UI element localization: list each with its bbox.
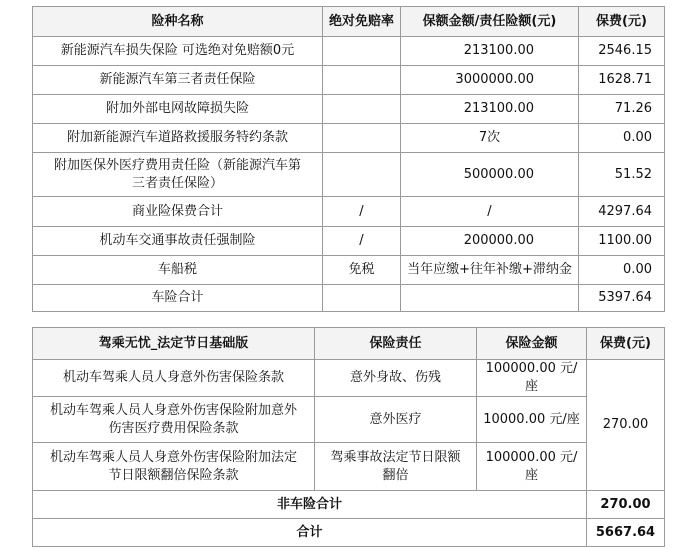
premium: 4297.64 <box>579 197 665 227</box>
insurance-name: 机动车交通事故责任强制险 <box>33 227 323 256</box>
header-amount: 保额金额/责任险额(元) <box>401 7 579 37</box>
header-product-name: 驾乘无忧_法定节日基础版 <box>33 328 315 360</box>
table-row <box>33 37 665 66</box>
table-header-row <box>33 7 665 37</box>
deductible <box>323 285 401 312</box>
table-row <box>33 285 665 312</box>
amount: / <box>401 197 579 227</box>
amount: 500000.00 <box>401 153 579 197</box>
clause-name <box>33 397 315 443</box>
clause-name-line: 机动车驾乘人员人身意外伤害保险附加意外 <box>49 402 297 418</box>
table-row <box>33 360 665 397</box>
premium: 0.00 <box>579 256 665 285</box>
premium: 1628.71 <box>579 66 665 95</box>
insurance-name: 新能源汽车第三者责任保险 <box>33 66 323 95</box>
subtotal-row <box>33 491 665 519</box>
total-value: 5667.64 <box>587 519 665 547</box>
clause-name-line: 伤害医疗费用保险条款 <box>108 420 239 436</box>
deductible <box>323 66 401 95</box>
amount: 100000.00 元/座 <box>477 360 587 397</box>
header-insurance-name: 险种名称 <box>33 7 323 37</box>
table-row <box>33 95 665 124</box>
insurance-name-line: 三者责任保险） <box>131 175 223 191</box>
liability-line: 翻倍 <box>382 467 409 483</box>
amount: 200000.00 <box>401 227 579 256</box>
header-premium: 保费(元) <box>579 7 665 37</box>
subtotal-value: 270.00 <box>587 491 665 519</box>
table-row <box>33 397 665 443</box>
insurance-name <box>33 153 323 197</box>
premium: 2546.15 <box>579 37 665 66</box>
total-label: 合计 <box>33 519 587 547</box>
table-row <box>33 66 665 95</box>
premium: 51.52 <box>579 153 665 197</box>
amount: 当年应缴+往年补缴+滞纳金 <box>401 256 579 285</box>
clause-name: 机动车驾乘人员人身意外伤害保险条款 <box>33 360 315 397</box>
table-header-row <box>33 328 665 360</box>
liability-line: 驾乘事故法定节日限额 <box>330 449 461 465</box>
liability: 意外医疗 <box>315 397 477 443</box>
deductible <box>323 95 401 124</box>
amount <box>401 285 579 312</box>
table-row <box>33 197 665 227</box>
header-deductible: 绝对免赔率 <box>323 7 401 37</box>
deductible <box>323 124 401 153</box>
non-motor-insurance-table <box>32 327 665 547</box>
amount: 100000.00 元/座 <box>477 443 587 491</box>
table-row <box>33 124 665 153</box>
deductible: / <box>323 197 401 227</box>
deductible <box>323 153 401 197</box>
header-liability: 保险责任 <box>315 328 477 360</box>
insurance-name: 附加新能源汽车道路救援服务特约条款 <box>33 124 323 153</box>
table-row <box>33 443 665 491</box>
insurance-name: 附加外部电网故障损失险 <box>33 95 323 124</box>
clause-name-line: 节日限额翻倍保险条款 <box>108 467 239 483</box>
table-row <box>33 227 665 256</box>
deductible: / <box>323 227 401 256</box>
insurance-name: 车险合计 <box>33 285 323 312</box>
insurance-name: 商业险保费合计 <box>33 197 323 227</box>
amount: 10000.00 元/座 <box>477 397 587 443</box>
insurance-name: 新能源汽车损失保险 可选绝对免赔额0元 <box>33 37 323 66</box>
premium: 270.00 <box>587 360 665 491</box>
premium: 5397.64 <box>579 285 665 312</box>
premium: 1100.00 <box>579 227 665 256</box>
header-amount: 保险金额 <box>477 328 587 360</box>
amount: 213100.00 <box>401 37 579 66</box>
amount: 213100.00 <box>401 95 579 124</box>
amount: 7次 <box>401 124 579 153</box>
subtotal-label: 非车险合计 <box>33 491 587 519</box>
clause-name <box>33 443 315 491</box>
motor-insurance-table <box>32 6 665 312</box>
table-row <box>33 153 665 197</box>
deductible: 免税 <box>323 256 401 285</box>
total-row <box>33 519 665 547</box>
deductible <box>323 37 401 66</box>
table-row <box>33 256 665 285</box>
premium: 0.00 <box>579 124 665 153</box>
liability: 意外身故、伤残 <box>315 360 477 397</box>
liability <box>315 443 477 491</box>
header-premium: 保费(元) <box>587 328 665 360</box>
insurance-name-line: 附加医保外医疗费用责任险（新能源汽车第 <box>53 157 301 173</box>
premium: 71.26 <box>579 95 665 124</box>
amount: 3000000.00 <box>401 66 579 95</box>
insurance-name: 车船税 <box>33 256 323 285</box>
clause-name-line: 机动车驾乘人员人身意外伤害保险附加法定 <box>49 449 297 465</box>
